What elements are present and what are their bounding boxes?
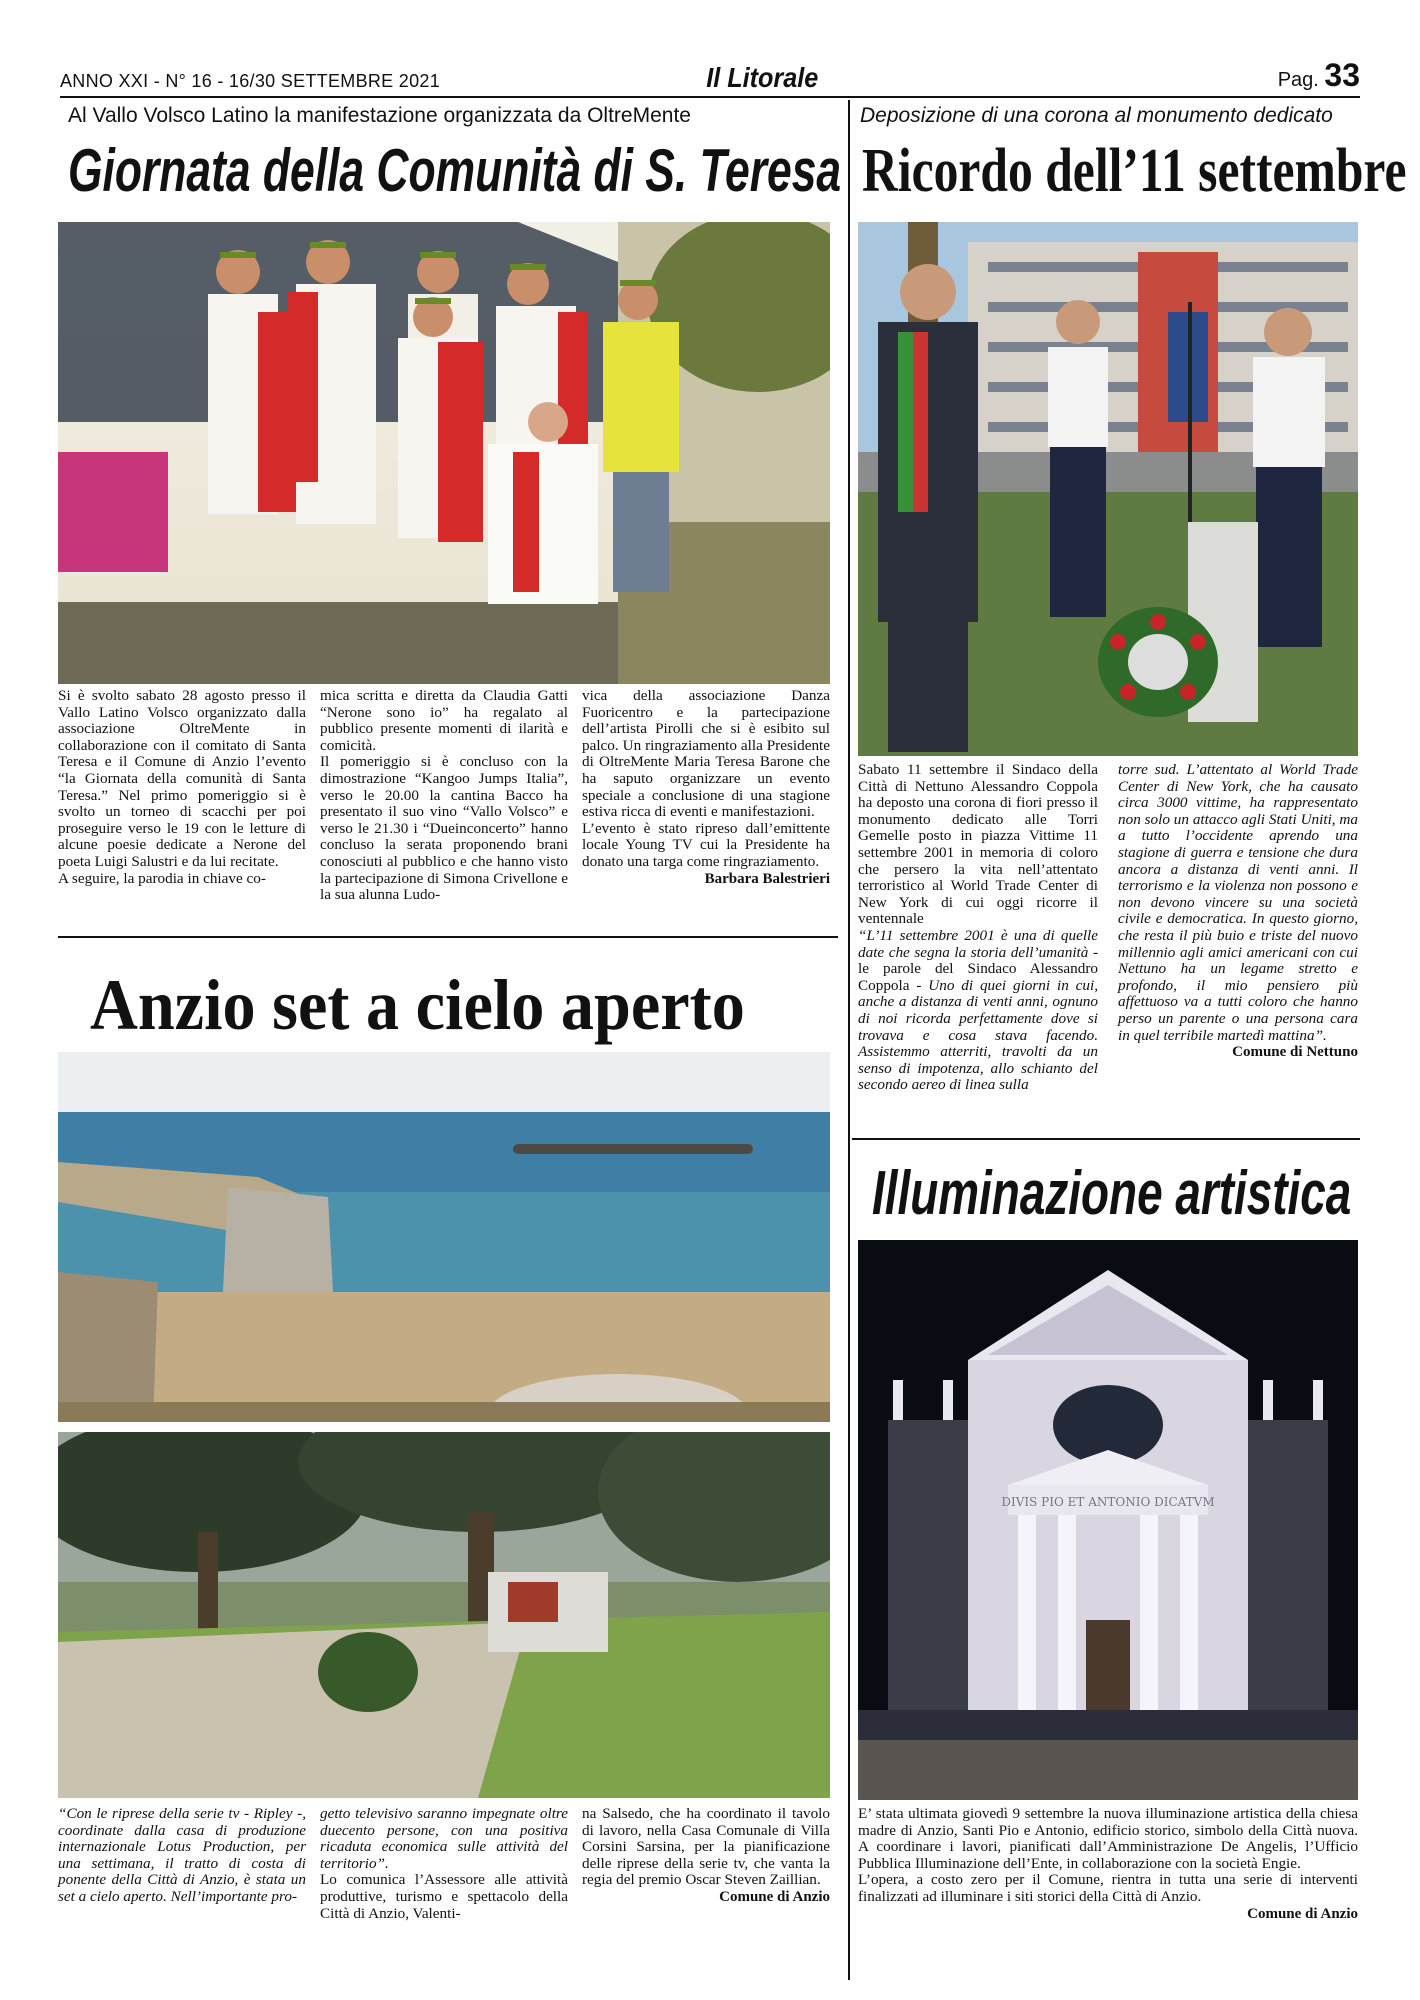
illuminazione-p2: L’opera, a costo zero per il Comune, rientra in tutta una serie di interventi finalizzati ad illuminare i siti storici della Città di Anzio.	[858, 1871, 1358, 1905]
masthead-rule	[60, 96, 1360, 98]
anzio-col-3	[582, 1806, 830, 1906]
page-number	[1278, 57, 1360, 94]
sept11-photo	[858, 222, 1358, 756]
sept11-col1-quote	[858, 928, 1098, 1094]
teresa-col2a-text: mica scritta e diretta da Claudia Gatti “Nerone sono io” ha regalato al pubblico presente momenti di ilarità e comicità.	[320, 687, 568, 754]
column-divider	[848, 100, 850, 1980]
teresa-title: Giornata della Comunità di S. Teresa	[68, 137, 842, 204]
masthead	[60, 57, 1360, 96]
page-label: Pag.	[1277, 69, 1319, 91]
illuminazione-p1: E’ stata ultimata giovedì 9 settembre la nuova illuminazione artistica della chiesa madre di Anzio, Santi Pio e Antonio, edificio storico, simbolo della Città nuova. A coordinare i lavori, pianificati dall’Amministrazione De Angelis, l’Ufficio Pubblica Illuminazione dell’Ente, in collaborazione con la società Engie.	[858, 1805, 1358, 1872]
church-inscription: DIVIS PIO ET ANTONIO DICATVM	[1001, 1495, 1215, 1509]
sept11-title: Ricordo dell’11 settembre	[862, 137, 1407, 205]
sept11-col1a-text: Sabato 11 settembre il Sindaco della Città di Nettuno Alessandro Coppola ha deposto una corona di fiori presso il monumento dedicato alle Torri Gemelle posto in piazza Vittime 11 settembre 2001 in memoria di coloro che persero la vita nell’attentato terroristico al World Trade Center di New York di cui oggi ricorre il ventennale	[858, 761, 1098, 928]
section-rule-left	[58, 936, 838, 938]
sept11-author: Comune di Nettuno	[1232, 1044, 1358, 1061]
teresa-col2b-text: Il pomeriggio si è concluso con la dimostrazione “Kangoo Jumps Italia”, verso le 20.00 la cantina Bacco ha presentato il suo vino “Vallo Volsco” e verso le 21.30 i “Dueinconcerto” hanno concluso la serata proponendo brani conosciuti al pubblico e che hanno visto la partecipazione di Simona Crivellone e la sua alunna Ludo-	[320, 753, 568, 904]
illuminazione-author: Comune di Anzio	[1247, 1905, 1358, 1922]
anzio-col2b-text: Lo comunica l’Assessore alle attività produttive, turismo e spettacolo della Città di Anzio, Valenti-	[320, 1871, 568, 1922]
anzio-col3-text: na Salsedo, che ha coordinato il tavolo di lavoro, nella Casa Comunale di Villa Corsini Sarsina, per la pianificazione delle riprese della serie tv, che vanta la regia del premio Oscar Steven Zaillian.	[582, 1805, 830, 1889]
teresa-kicker: Al Vallo Volsco Latino la manifestazione organizzata da OltreMente	[68, 104, 691, 127]
teresa-col3a-text: vica della associazione Danza Fuoricentro e la partecipazione dell’artista Pirolli che si è esibito sul palco. Un ringraziamento alla Presidente di OltreMente Maria Teresa Barone che ha saputo organizzare un evento speciale a conclusione di una stagione estiva ricca di eventi e manifestazioni.	[582, 687, 830, 821]
sept11-quote-1: “L’11 settembre 2001 è una di quelle date che segna la storia dell’umanità	[858, 926, 1098, 961]
anzio-col1-text: “Con le riprese della serie tv - Ripley -, coordinate dalla casa di produzione internazionale Lotus Production, per una settimana, il tratto di costa di ponente della Città di Anzio, è stata un set a cielo aperto. Nell’importante pro-	[58, 1805, 306, 1905]
sept11-col2-text: torre sud. L’attentato al World Trade Center di New York, che ha causato circa 3000 vittime, ha rappresentato non solo un attacco agli Stati Uniti, ma a tutto l’occidente aprendo una stagione di guerra e tensione che dura ancora a distanza di venti anni. Il terrorismo e la violenza non possono e non devono vincere su una società civile e democratica. In questo giorno, che resta il più buio e triste del nuovo millennio agli amici americani con cui Nettuno ha un legame stretto e profondo, il mio pensiero più affettuoso va a tutti coloro che hanno perso un parente o una persona cara in quel terribile martedì mattina”.	[1118, 761, 1358, 1044]
page-number-value: 33	[1324, 57, 1360, 93]
anzio-col-2	[320, 1806, 568, 1922]
illuminazione-text	[858, 1806, 1358, 1922]
teresa-col-3	[582, 688, 830, 887]
illuminazione-title: Illuminazione artistica	[872, 1159, 1352, 1228]
teresa-col1-text: Si è svolto sabato 28 agosto presso il Vallo Latino Volsco organizzato dalla associazione OltreMente in collaborazione con il comitato di Santa Teresa e il Comune di Anzio l’evento “la Giornata della comunità di Santa Teresa.” Nel primo pomeriggio si è svolto un torneo di scacchi per poi proseguire verso le 19 con le letture di alcune poesie dedicate a Nerone del poeta Luigi Salustri e da lui recitate.	[58, 687, 306, 870]
sept11-kicker: Deposizione di una corona al monumento dedicato	[860, 104, 1333, 127]
sept11-col-2	[1118, 762, 1358, 1061]
teresa-col1b-text: A seguire, la parodia in chiave co-	[58, 869, 266, 887]
teresa-col3b-text: L’evento è stato ripreso dall’emittente locale Young TV cui la Presidente ha donato una targa come ringraziamento.	[582, 819, 830, 870]
paper-name: Il Litorale	[706, 62, 819, 93]
anzio-author: Comune di Anzio	[719, 1888, 830, 1905]
anzio-sea-photo	[58, 1052, 830, 1422]
section-rule-right	[852, 1138, 1360, 1140]
anzio-park-photo	[58, 1432, 830, 1798]
sept11-col-1	[858, 762, 1098, 1094]
church-photo	[858, 1240, 1358, 1800]
sept11-quote-2: Uno di quei giorni in cui, anche a distanza di venti anni, ognuno di noi ricorda perfettamente dove si trovava e cosa stava facendo. Assistemmo atterriti, travolti da un senso di impotenza, allo schianto del secondo aereo di linea sulla	[858, 976, 1098, 1094]
teresa-col-2	[320, 688, 568, 904]
anzio-title: Anzio set a cielo aperto	[90, 965, 745, 1045]
sept11-attribution: - le parole del Sindaco Alessandro Coppola -	[858, 943, 1099, 994]
anzio-col-1	[58, 1806, 306, 1906]
anzio-col2a-text: getto televisivo saranno impegnate oltre duecento persone, con una positiva ricaduta economica sulle attività del territorio”.	[320, 1805, 568, 1872]
teresa-photo	[58, 222, 830, 684]
issue-line: ANNO XXI - N° 16 - 16/30 SETTEMBRE 2021	[60, 71, 441, 91]
teresa-author: Barbara Balestrieri	[704, 870, 830, 887]
teresa-col-1	[58, 688, 306, 887]
